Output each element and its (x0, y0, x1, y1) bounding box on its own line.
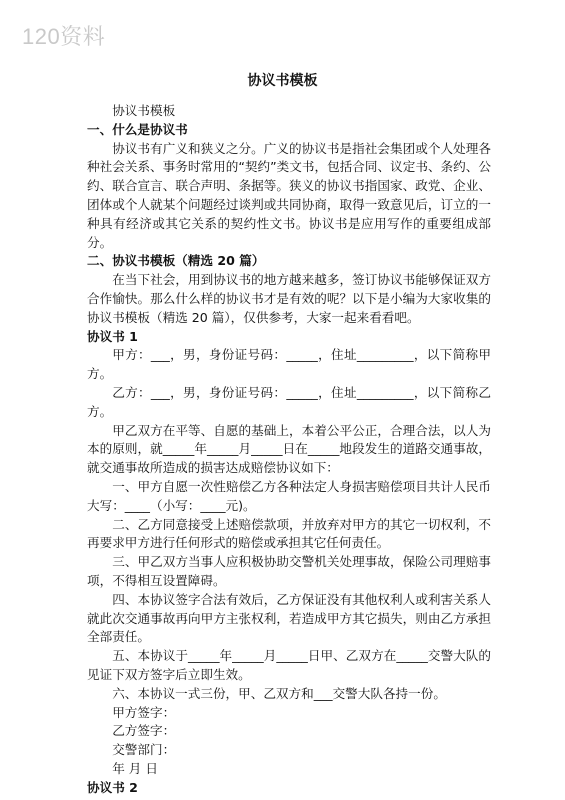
paragraph: 甲方签字： (112, 704, 176, 720)
paragraph: 四、本协议签字合法有效后，乙方保证没有其他权利人或利害关系人就此次交通事故再向甲方主张权利，若造成甲方其它损失，则由乙方承担全部责任。 (87, 591, 491, 645)
section-heading: 协议书 1 (87, 328, 138, 344)
document-title: 协议书模板 (247, 73, 318, 89)
paragraph: 乙方签字： (112, 723, 176, 739)
section-heading: 协议书 2 (87, 779, 138, 795)
paragraph: 六、本协议一式三份，甲、乙双方和___交警大队各持一份。 (112, 685, 446, 701)
paragraph: 三、甲乙双方当事人应积极协助交警机关处理事故，保险公司理赔事项，不得相互设置障碍。 (87, 554, 491, 588)
paragraph: 甲方：___，男，身份证号码：_____，住址_________，以下简称甲方。 (87, 347, 491, 382)
paragraph: 乙方：___，男，身份证号码：_____，住址_________，以下简称乙方。 (87, 384, 491, 419)
paragraph: 五、本协议于_____年_____月_____日甲、乙双方在_____交警大队的见证下双方签字后立即生效。 (87, 648, 491, 682)
paragraph: 甲乙双方在平等、自愿的基础上，本着公平公正，合理合法，以人为本的原则，就_____年_____月_____日在_____地段发生的道路交通事故，就交通事故所造成的损害达成赔偿协议如下： (87, 422, 491, 476)
paragraph: 协议书模板 (112, 103, 176, 118)
watermark-logo: 120资料 (22, 24, 106, 49)
paragraph: 交警部门： (112, 742, 176, 758)
section-heading: 一、什么是协议书 (87, 121, 188, 137)
paragraph: 年 月 日 (112, 760, 158, 776)
paragraph: 协议书有广义和狭义之分。广义的协议书是指社会集团或个人处理各种社会关系、事务时常用的“契约”类文书，包括合同、议定书、条约、公约、联合宣言、联合声明、条据等。狭义的协议书指国家、政党、企业、团体或个人就某个问题经过谈判或共同协商，取得一致意见后，订立的一种具有经济或其它关系的契约性文书。协议书是应用写作的重要组成部分。 (87, 140, 491, 250)
section-heading: 二、协议书模板（精选 20 篇） (87, 253, 265, 269)
paragraph: 在当下社会，用到协议书的地方越来越多，签订协议书能够保证双方合作愉快。那么什么样的协议书才是有效的呢？以下是小编为大家收集的协议书模板（精选 20 篇），仅供参考，大家一起来看看吧。 (87, 272, 491, 325)
paragraph: 一、甲方自愿一次性赔偿乙方各种法定人身损害赔偿项目共计人民币大写：____（小写：____元)。 (87, 478, 491, 513)
document-body (87, 102, 491, 797)
paragraph: 二、乙方同意接受上述赔偿款项，并放弃对甲方的其它一切权利，不再要求甲方进行任何形式的赔偿或承担其它任何责任。 (87, 516, 491, 551)
